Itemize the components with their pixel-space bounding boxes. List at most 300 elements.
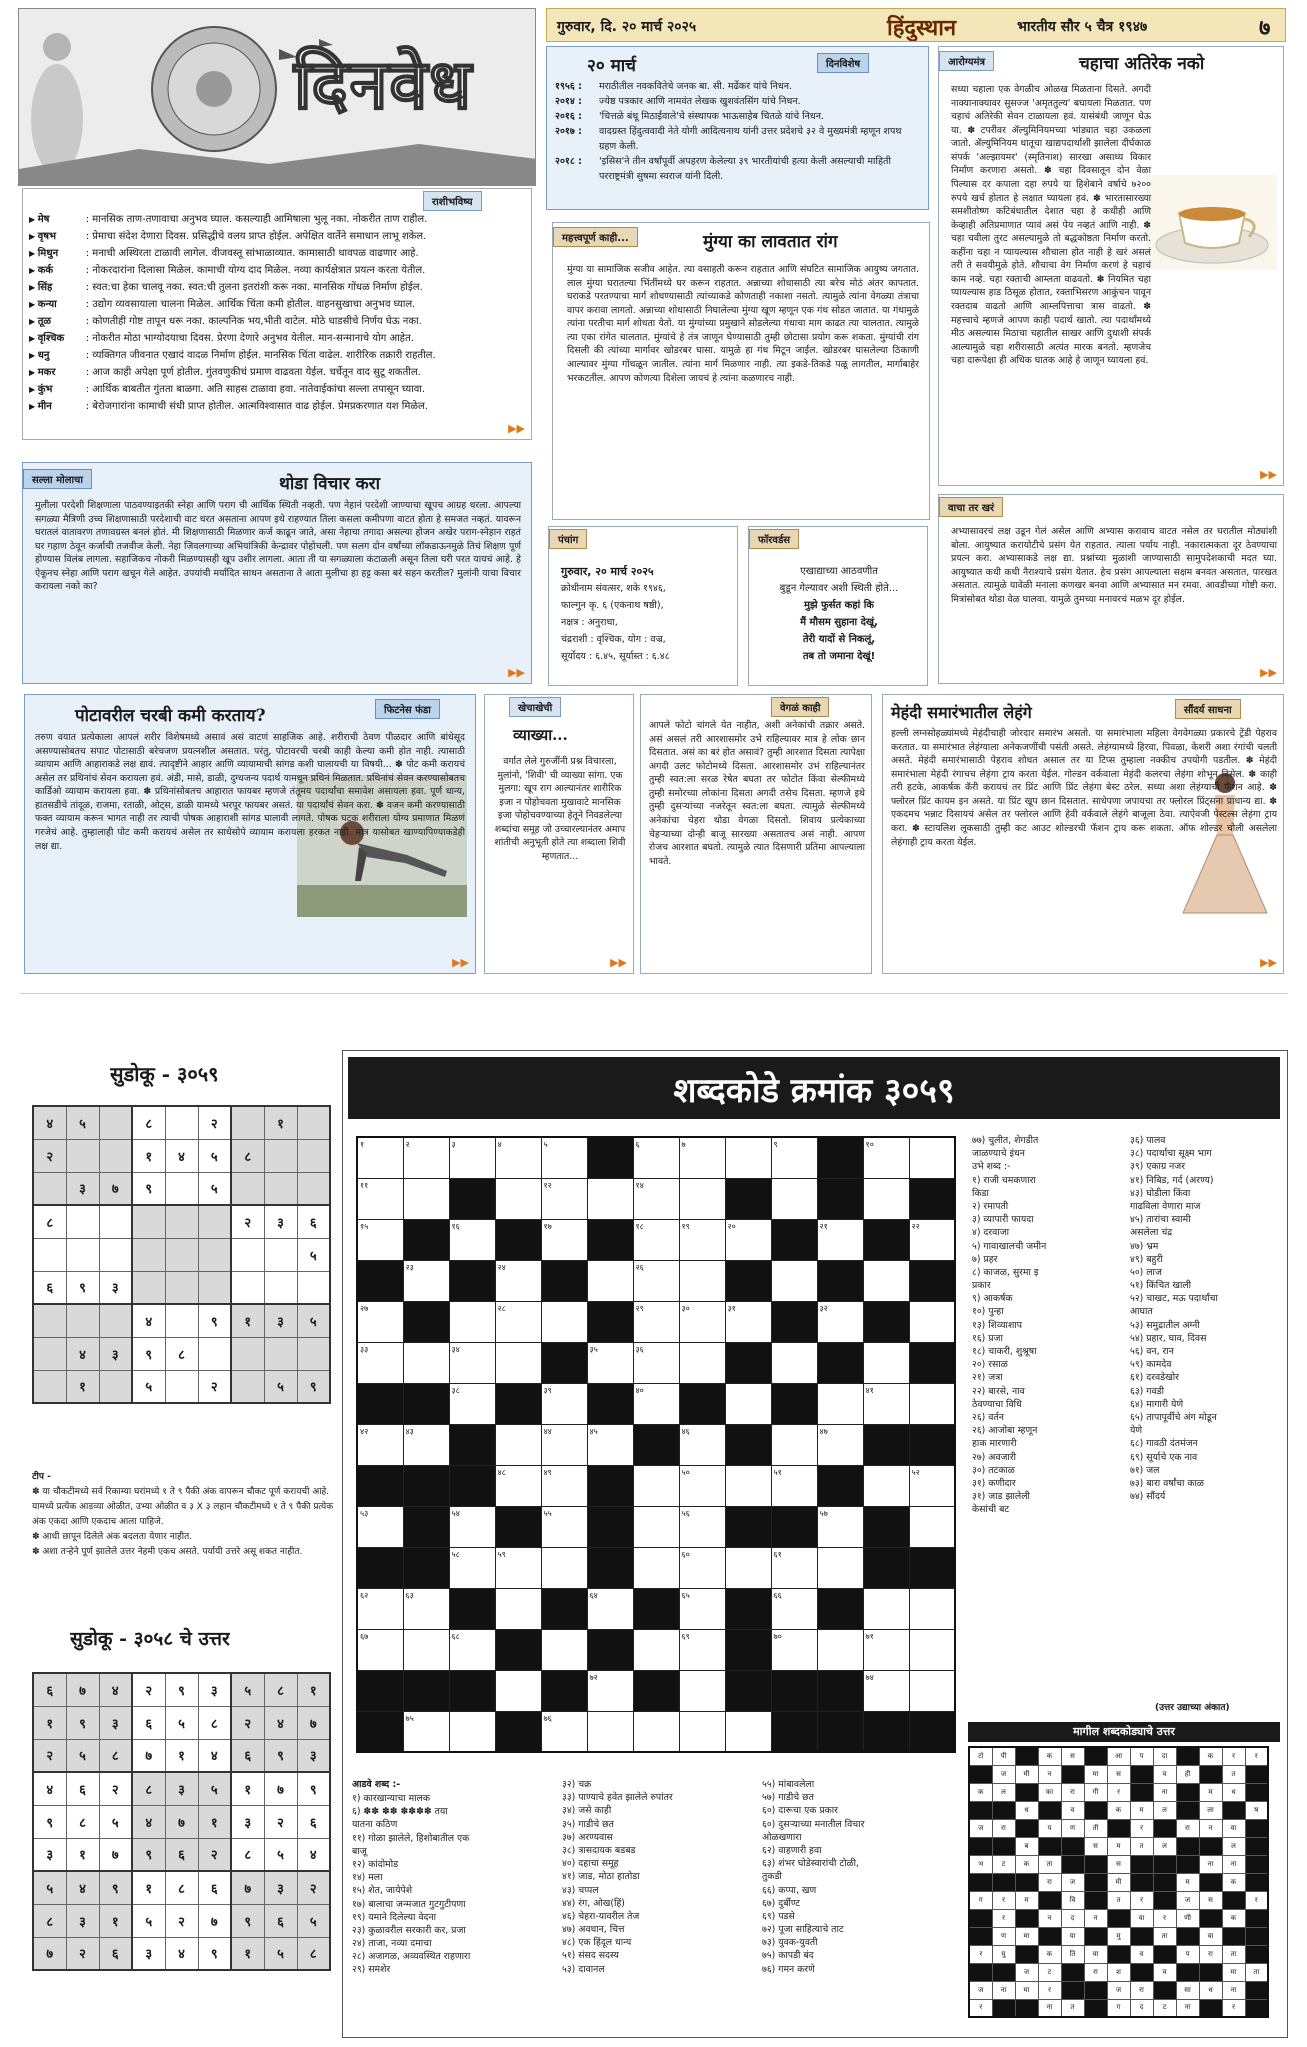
sudoku-cell: २: [132, 1673, 165, 1706]
crossword-cell: [817, 1424, 863, 1465]
crossword-block: [495, 1506, 541, 1547]
crossword-number: ७६: [543, 1713, 552, 1723]
crossword-number: १२: [543, 1180, 552, 1190]
crossword-number: ५५: [543, 1508, 552, 1518]
rashi-bullet-icon: ▶: [29, 300, 38, 309]
sudoku-cell: [33, 1337, 66, 1370]
tea-cup-image: [1147, 175, 1277, 270]
sudoku-cell: ८: [297, 1937, 330, 1970]
answer-cell: र: [969, 1945, 992, 1963]
ants-panel: [552, 222, 930, 520]
more-arrow-icon: ▶▶: [508, 666, 525, 679]
answer-cell: ती: [1084, 1819, 1107, 1837]
crossword-block: [725, 1424, 771, 1465]
crossword-cell: [403, 1629, 449, 1670]
sudoku-cell: ६: [33, 1673, 66, 1706]
prev-answer-title-bar: [968, 1722, 1280, 1742]
crossword-number: ६८: [451, 1631, 460, 1641]
crossword-cell: [633, 1178, 679, 1219]
crossword-block: [495, 1711, 541, 1752]
crossword-cell: [679, 1465, 725, 1506]
crossword-block: [725, 1342, 771, 1383]
answer-block: [969, 1927, 992, 1945]
crossword-number: ७४: [865, 1672, 874, 1682]
answer-cell: वा: [1130, 1909, 1153, 1927]
sudoku-cell: ५: [264, 1370, 297, 1403]
answer-cell: म: [1015, 1891, 1038, 1909]
sudoku-cell: १: [231, 1937, 264, 1970]
sudoku-cell: ३: [198, 1673, 231, 1706]
answer-block: [1245, 1909, 1268, 1927]
sudoku-cell: १: [165, 1739, 198, 1772]
answer-cell: ट: [992, 1855, 1015, 1873]
crossword-cell: [541, 1465, 587, 1506]
crossword-block: [357, 1670, 403, 1711]
crossword-cell: [725, 1711, 771, 1752]
crossword-block: [771, 1383, 817, 1424]
sudoku-cell: ५: [198, 1772, 231, 1805]
dinvishesh-text: वादग्रस्त हिंदुत्ववादी नेते योगी आदित्यनाथ यांनी उत्तर प्रदेशचे ३२ वे मुख्यमंत्री म्हणून शपथ ग्रहण केली.: [599, 126, 902, 152]
answer-block: [1107, 1909, 1130, 1927]
crossword-number: ५७: [819, 1508, 828, 1518]
answer-cell: रा: [1038, 1873, 1061, 1891]
crossword-cell: [587, 1178, 633, 1219]
crossword-block: [817, 1342, 863, 1383]
sudoku-cell: २: [198, 1106, 231, 1139]
answer-block: [1015, 1873, 1038, 1891]
crossword-number: २०: [727, 1221, 736, 1231]
crossword-cell: [771, 1588, 817, 1629]
answer-block: [1130, 1765, 1153, 1783]
crossword-block: [909, 1178, 955, 1219]
answer-block: [1176, 1801, 1199, 1819]
crossword-block: [357, 1711, 403, 1752]
answer-cell: प: [1130, 1747, 1153, 1765]
crossword-block: [817, 1178, 863, 1219]
crossword-block: [771, 1219, 817, 1260]
study-tag: वाचा तर खरं: [939, 497, 1003, 517]
vegali-tag: वेगळं काही: [771, 697, 829, 717]
down-clue: १०) पुन्हा: [972, 1306, 1004, 1318]
across-clue: ६०) दुसऱ्याच्या मनातील विचार: [762, 1818, 865, 1830]
sudoku-cell: ७: [165, 1805, 198, 1838]
sudoku-cell: ७: [198, 1904, 231, 1937]
answer-cell: ध: [1199, 1981, 1222, 1999]
sudoku-cell: ६: [33, 1271, 66, 1304]
across-clue: ६९) पडसे: [762, 1910, 795, 1922]
study-panel: [938, 494, 1284, 684]
answer-cell: ता: [1222, 1945, 1245, 1963]
answer-block: [1038, 1801, 1061, 1819]
down-clue: २७) अवजारी: [972, 1451, 1017, 1463]
answer-block: [1015, 1909, 1038, 1927]
crossword-block: [863, 1711, 909, 1752]
crossword-number: २९: [635, 1303, 644, 1313]
crossword-block: [771, 1301, 817, 1342]
ants-title: मुंग्या का लावतात रांग: [703, 232, 838, 252]
sudoku-cell: ८: [99, 1739, 132, 1772]
sudoku-cell: ८: [132, 1106, 165, 1139]
crossword-cell: [679, 1588, 725, 1629]
down-clue: १३) शिव्याशाप: [972, 1319, 1022, 1331]
answer-cell: ना: [1222, 1855, 1245, 1873]
sudoku-cell: ३: [264, 1871, 297, 1904]
crossword-block: [403, 1383, 449, 1424]
sudoku-cell: [165, 1106, 198, 1139]
forwards-lines: [757, 563, 921, 665]
down-clue: ९) आकर्षक: [972, 1293, 1013, 1305]
sudoku-cell: १: [66, 1370, 99, 1403]
tea-body: सध्या चहाला एक वेगळीच ओळख मिळताना दिसते. अगदी नाक्यानाक्यावर सुसज्ज 'अमृततुल्य' बघायला मिळतात. पण चहाचं अतिरेकी सेवन टाळायला हवं. यासंबंधी जाणून घेऊ या. ✽ टपरीवर ॲल्युमिनियमच्या भांड्यात चहा उकळला जातो. ॲल्युमिनियम धातूचा खाद्यपदार्थाशी झालेला दीर्घकाळ संपर्क 'अल्झायमर' (स्मृतिनाश) सारखा असाध्य विकार निर्माण करणारा असतो. ✽ चहा दिवसातून दोन वेळा पिल्यास दर कपाला दहा रुपये या हिशेबाने वर्षाचे ७२०० रुपये खर्च होतात हे लक्षात घ्यायला हवं. ✽ भारतासारख्या समशीतोष्ण कटिबंधातील देशात चहा हे कधीही आणि केव्हाही अतिप्रमाणात प्यावं असं पेय नव्हतं आणि नाही. ✽ चहा चवीला तुरट असल्यामुळे तो बद्धकोष्ठता निर्माण करतो. कहींना चहा न प्यायल्यास शौचाला होत नाही हे खरं असलं तरी ते सवयीमुळे होते. शौचाचा वेग निर्माण करणं हे चहाचं काम नव्हे. चहा रक्ताची आम्लता वाढवतो. ✽ नियमित चहा प्यायल्यास हाड ठिसूळ होतात, रक्ताभिसरण आकुंचन पावून रक्तदाब वाढतो आणि आम्लपित्ताचा त्रास वाढतो. ✽ महत्त्वाचे म्हणजे आपण काही पदार्थ खातो. त्या पदार्थांमध्ये मीठ असल्यास मिठाचा चहातील साखर आणि दुधाशी संपर्क आल्यामुळे चहा शरीरासाठी अत्यंत मारक बनतो. म्हणजेच चहा दारूपेक्षा ही अधिक घातक आहे हे जाणून घ्यायला हवं.: [951, 84, 1151, 367]
sudoku-cell: ५: [198, 1172, 231, 1205]
answer-block: [969, 1909, 992, 1927]
panchang-tag: पंचांग: [549, 529, 587, 549]
dinvishesh-title: २० मार्च: [587, 56, 636, 76]
across-col3: [762, 1778, 962, 1976]
sudoku-cell: ५: [297, 1238, 330, 1271]
sudoku-cell: ४: [264, 1706, 297, 1739]
answer-block: [1176, 1837, 1199, 1855]
down-clue: ५६) वन, रान: [1130, 1346, 1174, 1357]
answer-cell: स: [1061, 1747, 1084, 1765]
answer-block: [1245, 1945, 1268, 1963]
crossword-cell: [909, 1465, 955, 1506]
across-clue: १२) कांदोमोड: [352, 1858, 399, 1870]
vegali-body: आपले फोटो चांगले येत नाहीत, अशी अनेकांची तक्रार असते. असं असलं तरी आरशासमोर उभे राहिल्यावर मात्र हे लोक छान दिसतात. असं का बरं होत असावं? तुम्ही आरशात दिसता त्यापेक्षा अगदी उलट फोटोमध्ये दिसता. आरशासमोर उभं राहिल्यानंतर तुम्ही स्वत:ला सरळ रेषेत बघता तर फोटोत किंवा सेल्फीमध्ये तुम्ही समोरच्या लोकांना दिसता अगदी तसेच दिसता. म्हणजे इथे तुम्ही दुसऱ्यांच्या नजरेतून स्वत:ला बघता. त्यामुळे सेल्फीमध्ये अनेकांचा चेहरा थोडा वेगळा दिसतो. शिवाय प्रत्येकाच्या चेहऱ्याच्या दोन्ही बाजू सारख्या असतातच असं नाही. आपण रोजच आरशात बघतो. त्यामुळे त्यात दिसणारी प्रतिमा आपल्याला भावते.: [649, 720, 865, 867]
forward-line: मुझे फुर्सत कहां कि: [803, 600, 874, 611]
across-clue: १५) शेत, जायेपेशे: [352, 1885, 413, 1897]
sudoku-cell: २: [33, 1139, 66, 1172]
answer-cell: र: [1245, 1891, 1268, 1909]
down-clue: ५१) किंचित खाली: [1130, 1280, 1192, 1292]
sudoku-cell: [33, 1304, 66, 1337]
answer-block: [1015, 1747, 1038, 1765]
sudoku-cell: ६: [66, 1772, 99, 1805]
across-clue: ४४) रंग, ओख(हिं): [562, 1897, 625, 1909]
sudoku-cell: ७: [99, 1172, 132, 1205]
answer-cell: ल: [992, 1783, 1015, 1801]
answer-cell: क: [969, 1783, 992, 1801]
crossword-number: २६: [635, 1262, 644, 1272]
answer-cell: ना: [1038, 1999, 1061, 2017]
more-arrow-icon: ▶▶: [1260, 468, 1277, 481]
crossword-block: [403, 1301, 449, 1342]
crossword-number: १०: [865, 1140, 874, 1149]
answer-cell: ब: [1015, 1837, 1038, 1855]
sudoku-cell: [33, 1370, 66, 1403]
sudoku-cell: ४: [66, 1871, 99, 1904]
crossword-number: ३१: [727, 1303, 736, 1313]
answer-cell: ना: [1199, 1855, 1222, 1873]
answer-cell: र: [1222, 1747, 1245, 1765]
down-clue: ६३) गवडी: [1130, 1385, 1165, 1397]
answer-cell: व: [1061, 1801, 1084, 1819]
down-clue: २२) बारसे, नाव: [972, 1385, 1025, 1397]
crossword-cell: [909, 1670, 955, 1711]
crossword-cell: [633, 1383, 679, 1424]
down-clue: १) राजी चमकणारा: [972, 1174, 1036, 1186]
answer-cell: ल: [1153, 1837, 1176, 1855]
sudoku-cell: [297, 1271, 330, 1304]
answer-cell: वि: [1061, 1891, 1084, 1909]
sudoku-cell: [264, 1337, 297, 1370]
crossword-cell: [633, 1137, 679, 1178]
crossword-cell: [587, 1588, 633, 1629]
answer-cell: ज: [1176, 1891, 1199, 1909]
crossword-cell: [633, 1506, 679, 1547]
crossword-block: [633, 1670, 679, 1711]
sudoku-grid: [32, 1105, 331, 1404]
sudoku-cell: ४: [33, 1106, 66, 1139]
rashi-name: मेष: [37, 214, 50, 225]
crossword-block: [403, 1219, 449, 1260]
sudoku-cell: ४: [132, 1805, 165, 1838]
answer-cell: रा: [1084, 1963, 1107, 1981]
sudoku-cell: ३: [66, 1172, 99, 1205]
crossword-block: [449, 1260, 495, 1301]
sudoku-cell: ६: [99, 1937, 132, 1970]
crossword-grid: [356, 1136, 956, 1753]
down-clue: ठेवण्याचा विधि: [972, 1398, 1022, 1410]
answer-cell: त: [1222, 1765, 1245, 1783]
answer-cell: क: [1015, 1855, 1038, 1873]
rashi-text: : व्यक्तिगत जीवनात एखादं वादळ निर्माण होईल. मानसिक चिंता वाढेल. शारीरिक तक्रारी राहतील.: [85, 350, 436, 361]
sudoku-cell: [99, 1370, 132, 1403]
answer-block: [1245, 1783, 1268, 1801]
crossword-cell: [863, 1670, 909, 1711]
crossword-cell: [495, 1547, 541, 1588]
crossword-cell: [541, 1506, 587, 1547]
more-arrow-icon: ▶▶: [610, 956, 627, 969]
sudoku-cell: [264, 1172, 297, 1205]
sudoku-cell: १: [264, 1106, 297, 1139]
answer-cell: ध: [1222, 1783, 1245, 1801]
across-clue: २८) अजागळ, अव्यवस्थित राहणारा: [352, 1951, 471, 1963]
crossword-block: [863, 1547, 909, 1588]
answer-block: [1130, 1873, 1153, 1891]
crossword-cell: [633, 1465, 679, 1506]
answer-cell: णी: [1176, 1909, 1199, 1927]
crossword-cell: [909, 1301, 955, 1342]
tea-panel: [938, 46, 1284, 486]
crossword-block: [587, 1219, 633, 1260]
sudoku-cell: ६: [132, 1706, 165, 1739]
crossword-number: २: [405, 1140, 410, 1149]
across-col2: [562, 1778, 757, 1976]
crossword-number: १९: [681, 1221, 690, 1231]
down-clue: ३) व्यापारी फायदा: [972, 1214, 1034, 1226]
rashi-bullet-icon: ▶: [29, 351, 38, 360]
answer-cell: क: [1038, 1747, 1061, 1765]
down-clue: ३६) पालव: [1130, 1135, 1166, 1146]
crossword-block: [633, 1588, 679, 1629]
answer-block: [1038, 1891, 1061, 1909]
crossword-cell: [587, 1260, 633, 1301]
sudoku-cell: ९: [297, 1370, 330, 1403]
answer-cell: मा: [1084, 1765, 1107, 1783]
dinvishesh-text: ज्येष्ठ पत्रकार आणि नामवंत लेखक खुशवंतसिंग यांचे निधन.: [599, 96, 801, 107]
crossword-cell: [863, 1465, 909, 1506]
crossword-number: ३९: [543, 1385, 552, 1395]
forward-line: तब तो जमाना देखूं!: [802, 651, 876, 662]
sudoku-cell: [165, 1370, 198, 1403]
answer-cell: दा: [1153, 1747, 1176, 1765]
answer-cell: ग: [1107, 1999, 1130, 2017]
crossword-block: [403, 1547, 449, 1588]
forwards-panel: [748, 526, 928, 686]
down-clue: ७३) बारा वर्षांचा काळ: [1130, 1477, 1204, 1489]
sudoku-cell: ५: [297, 1904, 330, 1937]
rashi-tag: राशीभविष्य: [423, 191, 482, 211]
sudoku-cell: [99, 1238, 132, 1271]
answer-block: [1084, 1873, 1107, 1891]
crossword-cell: [909, 1506, 955, 1547]
answer-block: [1015, 1999, 1038, 2017]
crossword-cell: [357, 1178, 403, 1219]
rashi-text: : प्रेमाचा संदेश देणारा दिवस. प्रसिद्धीचे वलय प्राप्त होईल. अपेक्षित वार्तेने समाधान लाभू शकेल.: [85, 231, 427, 242]
crossword-number: ५: [543, 1140, 548, 1149]
crossword-cell: [449, 1547, 495, 1588]
crossword-number: ४६: [681, 1426, 690, 1436]
sudoku-cell: [231, 1271, 264, 1304]
sudoku-cell: ५: [264, 1937, 297, 1970]
answer-cell: र: [969, 1999, 992, 2017]
crossword-number: ९: [773, 1140, 778, 1149]
answer-cell: वा: [1222, 1819, 1245, 1837]
crossword-cell: [541, 1711, 587, 1752]
answer-block: [1153, 1891, 1176, 1909]
sudoku-cell: [297, 1106, 330, 1139]
crossword-number: २१: [819, 1221, 828, 1231]
answer-cell: क: [1199, 1747, 1222, 1765]
sudoku-cell: ९: [66, 1706, 99, 1739]
answer-cell: स: [1199, 1891, 1222, 1909]
answer-block: [992, 1999, 1015, 2017]
answer-block: [1061, 1855, 1084, 1873]
crossword-block: [587, 1301, 633, 1342]
answer-cell: रा: [1061, 1783, 1084, 1801]
down-clue: ८) काजळ, सुरमा इ: [972, 1266, 1039, 1278]
answer-block: [1199, 1837, 1222, 1855]
answer-block: [969, 1963, 992, 1981]
answer-cell: मु: [1107, 1927, 1130, 1945]
rashi-list: [29, 211, 525, 415]
crossword-block: [357, 1260, 403, 1301]
across-clue: ११) गोळा झालेले, हिशोबातील एक: [352, 1832, 470, 1844]
sudoku-answer-title: सुडोकू - ३०५८ चे उत्तर: [70, 1628, 230, 1650]
crossword-block: [541, 1588, 587, 1629]
crossword-cell: [541, 1219, 587, 1260]
crossword-cell: [357, 1137, 403, 1178]
sudoku-cell: ९: [198, 1304, 231, 1337]
sudoku-cell: १: [231, 1772, 264, 1805]
answer-cell: र: [1038, 1981, 1061, 1999]
sudoku-cell: [99, 1304, 132, 1337]
answer-block: [1245, 1927, 1268, 1945]
answer-block: [1038, 1837, 1061, 1855]
answer-block: [969, 1765, 992, 1783]
crossword-block: [587, 1547, 633, 1588]
crossword-block: [495, 1219, 541, 1260]
rashi-row: [29, 211, 525, 228]
sudoku-cell: ६: [198, 1871, 231, 1904]
rashi-text: : स्वत:चा हेका चालवू नका. स्वत:ची तुलना इतरांशी करू नका. मानसिक गोंधळ निर्माण होईल.: [85, 282, 423, 293]
crossword-cell: [679, 1629, 725, 1670]
down-clue: ४३) घोडीला किंवा: [1130, 1187, 1191, 1199]
panchang-line: नक्षत्र : अनुराधा,: [561, 617, 618, 628]
crossword-block: [449, 1588, 495, 1629]
answer-cell: ज: [1061, 1873, 1084, 1891]
crossword-block: [495, 1383, 541, 1424]
down-clue: ५०) लाज: [1130, 1266, 1162, 1278]
answer-cell: द: [1130, 1999, 1153, 2017]
answer-cell: वा: [1199, 1927, 1222, 1945]
dinvishesh-text: मराठीतील नवकवितेचे जनक बा. सी. मर्ढेकर यांचे निधन.: [599, 81, 793, 92]
crossword-cell: [633, 1547, 679, 1588]
crossword-number: ६५: [681, 1590, 690, 1600]
crossword-block: [403, 1506, 449, 1547]
sudoku-cell: ५: [99, 1805, 132, 1838]
crossword-number: ४९: [543, 1467, 552, 1477]
crossword-cell: [587, 1424, 633, 1465]
vegali-panel: [640, 694, 872, 974]
crossword-cell: [495, 1465, 541, 1506]
crossword-cell: [909, 1219, 955, 1260]
crossword-number: ३८: [451, 1385, 460, 1395]
across-clue: ७५) कापडी बंद: [762, 1950, 814, 1962]
answer-block: [1153, 1855, 1176, 1873]
prev-crossword-answer-grid: [968, 1746, 1269, 2018]
answer-cell: श: [1107, 1963, 1130, 1981]
crossword-cell: [541, 1137, 587, 1178]
down-clue: १८) चाकरी, शुश्रूषा: [972, 1346, 1037, 1357]
crossword-number: ३५: [589, 1344, 598, 1354]
answer-block: [1130, 1927, 1153, 1945]
answer-cell: ना: [1153, 1783, 1176, 1801]
across-clue: ६६) कप्पा, खण: [762, 1884, 817, 1896]
across-clue: ६) ✽✽ ✽✽ ✽✽✽✽ तया: [352, 1806, 448, 1818]
answer-cell: ट: [1153, 1999, 1176, 2017]
rashi-row: [29, 262, 525, 279]
crossword-block: [679, 1383, 725, 1424]
across-clue: ३५) गाडीचे छत: [562, 1818, 614, 1830]
sudoku-cell: [231, 1337, 264, 1370]
answer-block: [1107, 1819, 1130, 1837]
sudoku-cell: ८: [264, 1673, 297, 1706]
crossword-cell: [771, 1260, 817, 1301]
sudoku-cell: ९: [66, 1271, 99, 1304]
answer-block: [1245, 1873, 1268, 1891]
crossword-cell: [771, 1137, 817, 1178]
rashi-bullet-icon: ▶: [29, 232, 38, 241]
rashi-text: : नोकरदारांना दिलासा मिळेल. कामाची योग्य दाद मिळेल. नव्या कार्यक्षेत्रात प्रयत्न करता येतील.: [85, 265, 426, 276]
sudoku-cell: [99, 1139, 132, 1172]
tip-2: ✽ आधी छापून दिलेले अंक बदलता येणार नाहीत.: [32, 1532, 193, 1542]
sudoku-cell: ५: [33, 1871, 66, 1904]
crossword-cell: [771, 1424, 817, 1465]
answer-cell: त: [1130, 1837, 1153, 1855]
down-clue: असलेला चंद्र: [1130, 1227, 1173, 1239]
crossword-number: ६६: [773, 1590, 782, 1600]
answer-block: [1176, 1963, 1199, 1981]
crossword-cell: [863, 1588, 909, 1629]
answer-cell: ला: [1199, 1801, 1222, 1819]
sudoku-cell: ६: [231, 1739, 264, 1772]
down-clue: ५२) चाखट, मऊ पदार्थांचा: [1130, 1293, 1218, 1305]
crossword-cell: [541, 1424, 587, 1465]
sudoku-cell: [231, 1106, 264, 1139]
dinvishesh-row: [555, 154, 920, 184]
